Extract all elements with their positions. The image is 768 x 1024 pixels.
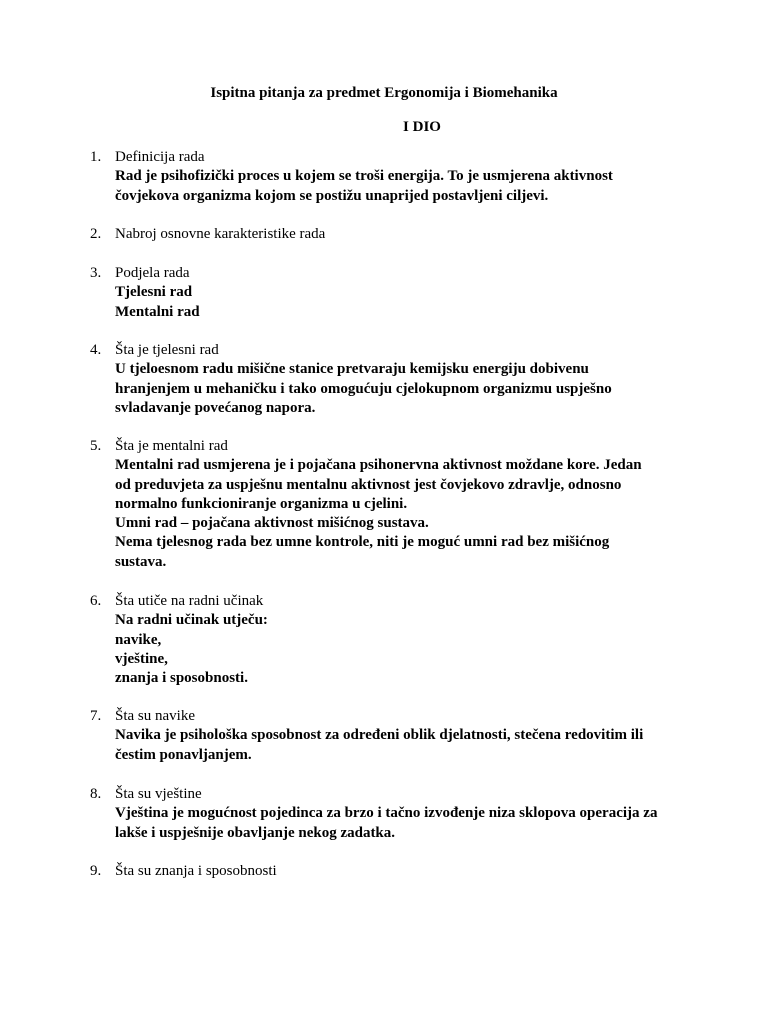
answer-line: normalno funkcioniranje organizma u cjelini. xyxy=(115,495,408,512)
answer-line: U tjeloesnom radu mišične stanice pretvaraju kemijsku energiju dobivenu xyxy=(115,361,589,378)
question-title: Šta je tjelesni rad xyxy=(115,342,219,358)
question-3 xyxy=(90,264,690,322)
question-title: Šta su znanja i sposobnosti xyxy=(115,863,277,879)
question-number: 3. xyxy=(90,265,102,281)
question-number: 1. xyxy=(90,149,102,165)
question-9 xyxy=(90,862,690,881)
question-title: Šta utiče na radni učinak xyxy=(115,593,264,609)
question-number: 2. xyxy=(90,226,102,242)
answer-line: Umni rad – pojačana aktivnost mišićnog sustava. xyxy=(115,515,429,532)
answer-line: Rad je psihofizički proces u kojem se troši energija. To je usmjerena aktivnost xyxy=(115,168,613,185)
answer-line: vještine, xyxy=(115,650,168,667)
answer-line: Tjelesni rad xyxy=(115,284,193,301)
question-title: Podjela rada xyxy=(115,265,190,281)
question-6 xyxy=(90,592,690,688)
answer-line: Nema tjelesnog rada bez umne kontrole, niti je moguć umni rad bez mišićnog xyxy=(115,534,610,551)
question-title: Šta su vještine xyxy=(115,786,202,802)
answer-line: hranjenjem u mehaničku i tako omogućuju cjelokupnom organizmu uspješno xyxy=(115,380,612,397)
question-number: 5. xyxy=(90,438,102,454)
answer-line: Mentalni rad usmjerena je i pojačana psihonervna aktivnost moždane kore. Jedan xyxy=(115,457,642,474)
question-number: 4. xyxy=(90,342,102,358)
answer-line: Mentalni rad xyxy=(115,303,200,320)
answer-line: čestim ponavljanjem. xyxy=(115,746,252,763)
answer-line: čovjekova organizma kojom se postižu unaprijed postavljeni ciljevi. xyxy=(115,187,549,204)
answer-line: svladavanje povećanog napora. xyxy=(115,399,316,416)
question-number: 9. xyxy=(90,863,102,879)
question-title: Definicija rada xyxy=(115,149,205,165)
answer-line: od preduvjeta za uspješnu mentalnu aktivnost jest čovjekovo zdravlje, odnosno xyxy=(115,476,622,493)
answer-line: znanja i sposobnosti. xyxy=(115,670,248,687)
question-title: Šta su navike xyxy=(115,708,195,724)
answer-line: lakše i uspješnije obavljanje nekog zadatka. xyxy=(115,824,396,841)
question-8 xyxy=(90,785,690,843)
answer-line: sustava. xyxy=(115,553,167,570)
document-title-text: Ispitna pitanja za predmet Ergonomija i Biomehanika xyxy=(210,85,558,101)
question-2 xyxy=(90,225,690,244)
question-7 xyxy=(90,707,690,765)
question-1 xyxy=(90,148,690,206)
answer-line: navike, xyxy=(115,631,162,648)
answer-line: Vještina je mogućnost pojedinca za brzo i tačno izvođenje niza sklopova operacija za xyxy=(115,805,658,822)
question-4 xyxy=(90,341,690,418)
section-heading-text: I DIO xyxy=(403,119,441,135)
question-number: 7. xyxy=(90,708,102,724)
question-title: Nabroj osnovne karakteristike rada xyxy=(115,226,326,242)
question-number: 6. xyxy=(90,593,102,609)
answer-line: Navika je psihološka sposobnost za određeni oblik djelatnosti, stečena redovitim ili xyxy=(115,727,644,744)
question-title: Šta je mentalni rad xyxy=(115,438,228,454)
document-title xyxy=(0,84,768,103)
question-number: 8. xyxy=(90,786,102,802)
section-heading xyxy=(0,118,768,137)
answer-line: Na radni učinak utječu: xyxy=(115,612,268,629)
question-5 xyxy=(90,437,690,572)
